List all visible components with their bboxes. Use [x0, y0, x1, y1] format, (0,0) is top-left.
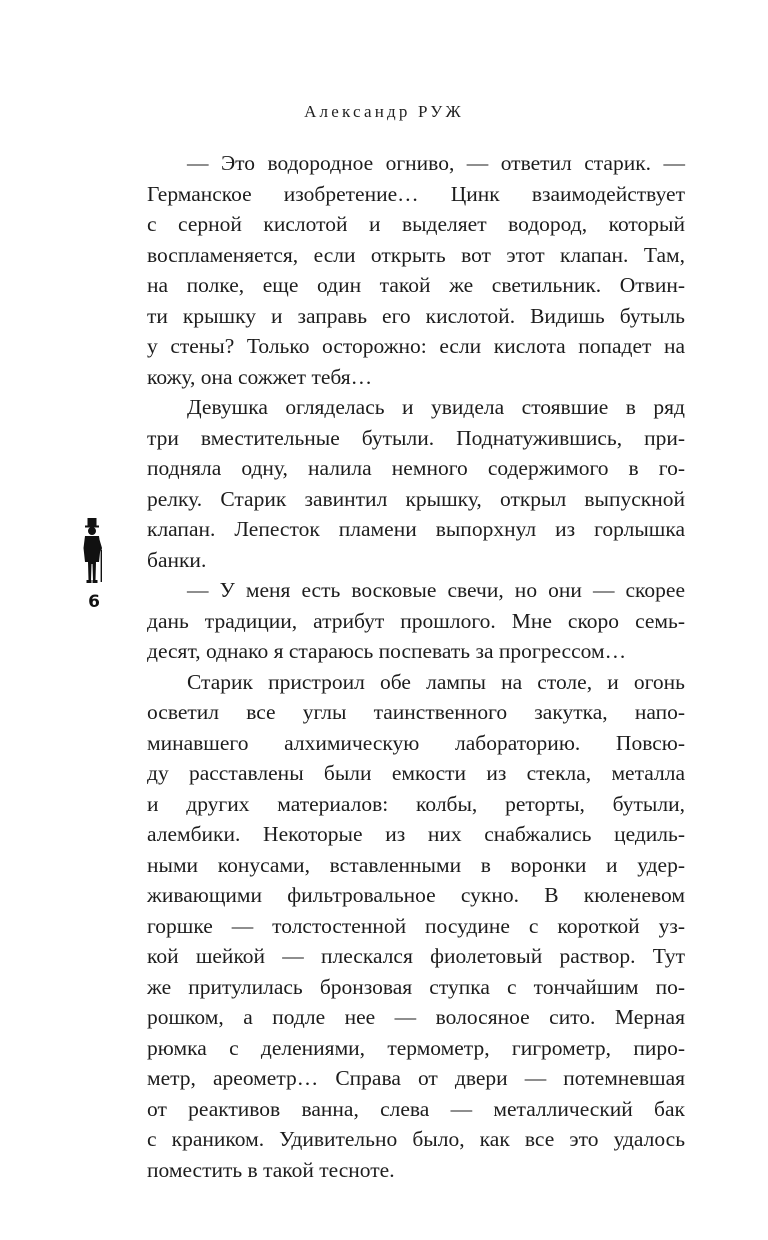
- text-line: банки.: [147, 547, 207, 572]
- text-line: и других материалов: колбы, реторты, бутыли,: [147, 791, 685, 816]
- text-line: поместить в такой тесноте.: [147, 1157, 395, 1182]
- text-line: алембики. Некоторые из них снабжались цедиль-: [147, 822, 685, 846]
- text-line: минавшего алхимическую лабораторию. Повсю-: [147, 730, 685, 755]
- running-head: Александр РУЖ: [304, 102, 464, 121]
- text-line: — Это водородное огниво, — ответил старик. —: [187, 151, 685, 175]
- text-line: кожу, она сожжет тебя…: [147, 364, 373, 389]
- text-line: ду расставлены были емкости из стекла, металла: [147, 761, 685, 785]
- text-line: от реактивов ванна, слева — металлический бак: [147, 1096, 685, 1121]
- text-line: ными конусами, вставленными в воронки и удер-: [147, 852, 685, 877]
- text-line: дань традиции, атрибут прошлого. Мне скоро семь-: [147, 608, 685, 633]
- text-line: Старик пристроил обе лампы на столе, и огонь: [187, 669, 685, 694]
- text-line: релку. Старик завинтил крышку, открыл выпускной: [147, 486, 685, 511]
- text-line: воспламеняется, если открыть вот этот клапан. Там,: [147, 242, 685, 267]
- text-line: же притулилась бронзовая ступка с тончайшим по-: [147, 974, 685, 999]
- text-line: на полке, еще один такой же светильник. Отвин-: [147, 273, 685, 297]
- text-line: Девушка огляделась и увидела стоявшие в ряд: [187, 395, 685, 419]
- gentleman-silhouette-icon: [78, 518, 106, 586]
- text-line: десят, однако я стараюсь поспевать за прогрессом…: [147, 639, 627, 663]
- text-line: у стены? Только осторожно: если кислота попадет на: [147, 334, 685, 358]
- text-line: — У меня есть восковые свечи, но они — скорее: [187, 578, 685, 602]
- text-line: горшке — толстостенной посудине с короткой уз-: [147, 913, 685, 938]
- text-line: метр, ареометр… Справа от двери — потемневшая: [147, 1066, 685, 1090]
- text-line: подняла одну, налила немного содержимого в го-: [147, 456, 685, 480]
- text-line: клапан. Лепесток пламени выпорхнул из горлышка: [147, 517, 685, 541]
- page-number: 6: [88, 592, 100, 612]
- text-line: ти крышку и заправь его кислотой. Видишь бутыль: [147, 303, 685, 328]
- text-line: рошком, а подле нее — волосяное сито. Мерная: [147, 1005, 685, 1029]
- body-text: [147, 148, 685, 1185]
- text-line: кой шейкой — плескался фиолетовый раствор. Тут: [147, 944, 685, 968]
- text-line: рюмка с делениями, термометр, гигрометр, пиро-: [147, 1035, 685, 1060]
- text-line: осветил все углы таинственного закутка, напо-: [147, 700, 685, 724]
- text-line: живающими фильтровальное сукно. В кюленевом: [147, 883, 685, 907]
- text-line: с краником. Удивительно было, как все это удалось: [147, 1127, 685, 1151]
- text-line: Германское изобретение… Цинк взаимодействует: [147, 181, 685, 206]
- text-line: три вместительные бутыли. Поднатужившись, при-: [147, 425, 685, 450]
- text-line: с серной кислотой и выделяет водород, который: [147, 212, 685, 236]
